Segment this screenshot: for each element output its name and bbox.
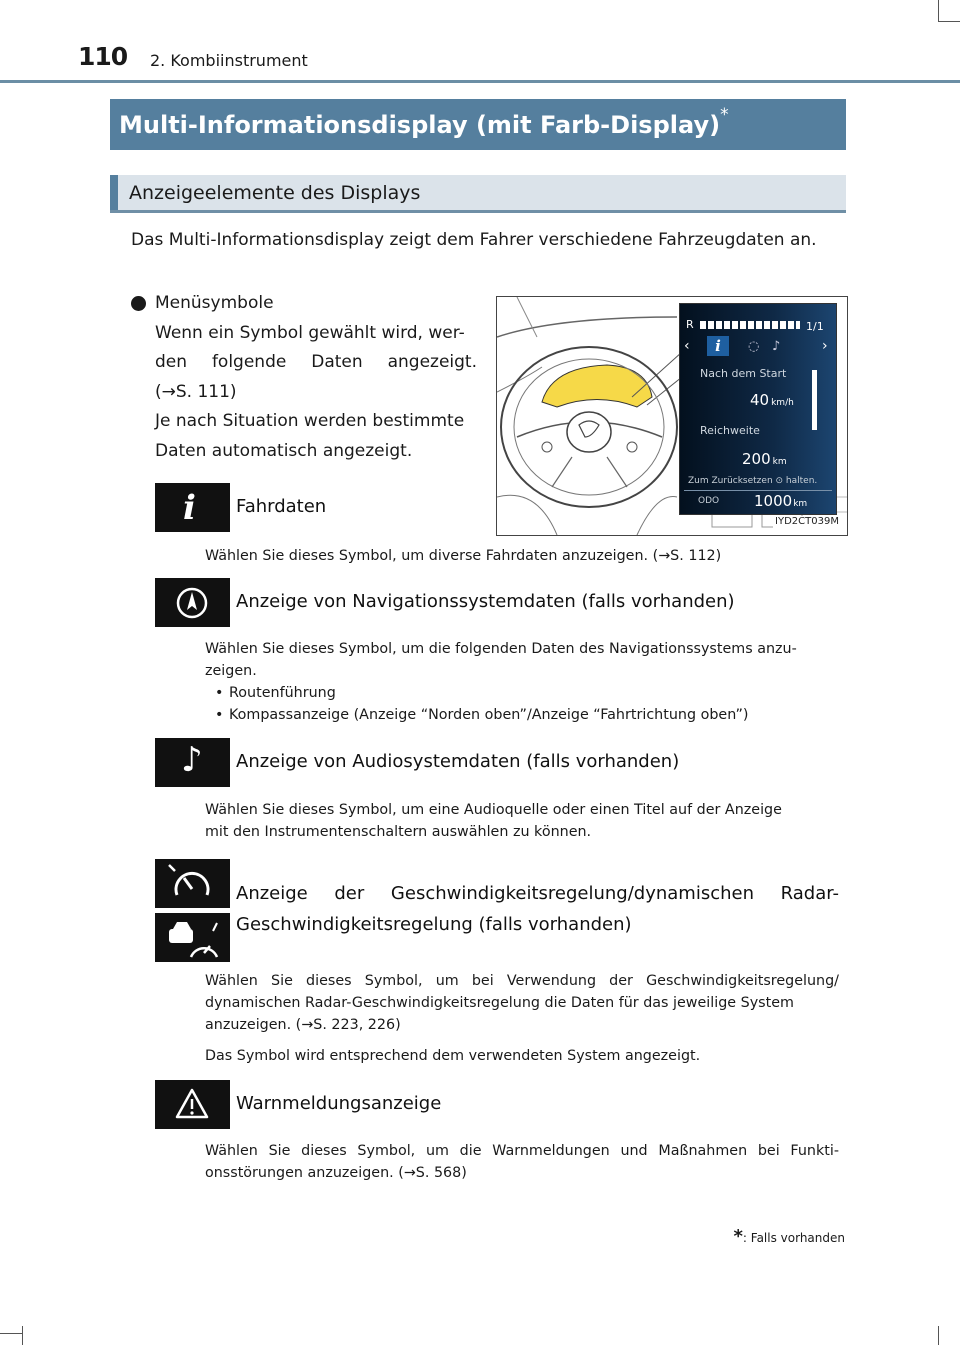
crop-mark xyxy=(938,0,939,22)
navigation-icon: ◌ xyxy=(748,339,760,354)
navigation-icon xyxy=(155,578,230,627)
subsection-title: Anzeigeelemente des Displays xyxy=(129,182,421,204)
bullet-line: Je nach Situation werden bestimmte xyxy=(155,411,465,432)
bullet-icon xyxy=(131,296,146,311)
bullet-line: Wenn ein Symbol gewählt wird, wer- xyxy=(155,322,465,343)
display-hint: Zum Zurücksetzen ⊙ halten. xyxy=(688,476,818,486)
display-page: 1/1 xyxy=(806,320,824,333)
bullet-title: Menüsymbole xyxy=(155,293,274,313)
item-desc: Wählen Sie dieses Symbol, um diverse Fahrdaten anzuzeigen. (→S. 112) xyxy=(205,548,722,564)
music-note-icon: ♪ xyxy=(155,738,230,787)
crop-mark xyxy=(938,1326,939,1345)
warning-icon xyxy=(155,1080,230,1129)
info-i-icon: i xyxy=(707,336,729,356)
item-note: Das Symbol wird entsprechend dem verwendeten System angezeigt. xyxy=(205,1048,701,1064)
bullet-line: den folgende Daten angezeigt. xyxy=(155,352,477,373)
footnote-mark: * xyxy=(733,1226,743,1247)
display-value-speed: 40 xyxy=(750,391,770,409)
crop-mark xyxy=(0,1333,22,1334)
crop-mark xyxy=(22,1326,23,1345)
display-label-range: Reichweite xyxy=(700,424,760,437)
item-desc: Wählen Sie dieses Symbol, um eine Audioquelle oder einen Titel auf der Anzeige mit den Instrumentenschaltern auswählen zu können. xyxy=(205,802,782,840)
display-odo-value: 1000 xyxy=(754,492,793,510)
display-unit-range: km xyxy=(772,457,787,467)
item-title-audio: Anzeige von Audiosystemdaten (falls vorhanden) xyxy=(236,751,680,772)
chapter-title: 2. Kombiinstrument xyxy=(150,51,308,70)
info-i-icon: i xyxy=(155,483,230,532)
radar-cruise-icon xyxy=(155,913,230,962)
display-panel xyxy=(679,303,837,515)
bullet-line: (→S. 111) xyxy=(155,381,237,402)
display-unit-speed: km/h xyxy=(771,398,794,408)
header-rule xyxy=(0,80,960,83)
subsection-accent xyxy=(110,175,118,210)
footnote: *: Falls vorhanden xyxy=(733,1226,845,1247)
item-title-warning: Warnmeldungsanzeige xyxy=(236,1093,442,1114)
speedometer-icon xyxy=(155,859,230,908)
bullet-line: Daten automatisch angezeigt. xyxy=(155,440,413,461)
item-title-cruise: Anzeige der Geschwindigkeitsregelung/dynamischen Radar- Geschwindigkeitsregelung (falls vorhanden) xyxy=(236,883,839,935)
display-odo-unit: km xyxy=(793,499,808,509)
fuel-gauge-bar xyxy=(700,321,800,329)
display-label-since-start: Nach dem Start xyxy=(700,367,787,380)
item-desc: Wählen Sie dieses Symbol, um bei Verwendung der Geschwindigkeitsregelung/ dynamischen Radar-Geschwindigkeitsregelung die Daten für das jeweilige System anzuzeigen. (→S. 223, 226) xyxy=(205,973,839,1033)
bullet-block xyxy=(155,289,477,467)
section-title: Multi-Informationsdisplay (mit Farb-Display) xyxy=(119,111,721,139)
footnote-mark: * xyxy=(720,105,729,125)
display-odo-label: ODO xyxy=(698,496,720,506)
section-title-bar xyxy=(110,99,846,150)
item-title-navigation: Anzeige von Navigationssystemdaten (falls vorhanden) xyxy=(236,591,735,612)
crop-mark xyxy=(938,21,960,22)
chevron-left-icon: ‹ xyxy=(684,338,690,354)
item-title-fahrdaten: Fahrdaten xyxy=(236,496,327,517)
music-note-icon: ♪ xyxy=(772,339,781,354)
item-desc: Wählen Sie dieses Symbol, um die Warnmeldungen und Maßnahmen bei Funkti- onsstörungen anzuzeigen. (→S. 568) xyxy=(205,1143,839,1181)
list-item: • Kompassanzeige (Anzeige “Norden oben”/Anzeige “Fahrtrichtung oben”) xyxy=(205,704,839,726)
list-item: • Routenführung xyxy=(205,682,839,704)
display-top-gear: R xyxy=(686,318,694,331)
chevron-right-icon: › xyxy=(822,338,828,354)
figure-code: IYD2CT039M xyxy=(773,516,841,531)
dashboard-figure xyxy=(496,296,848,536)
intro-paragraph: Das Multi-Informationsdisplay zeigt dem Fahrer verschiedene Fahrzeugdaten an. xyxy=(131,230,817,250)
subsection-title-bar xyxy=(110,175,846,213)
page-number: 110 xyxy=(78,42,128,71)
scrollbar xyxy=(812,370,817,430)
display-value-range: 200 xyxy=(742,450,771,468)
item-desc: Wählen Sie dieses Symbol, um die folgenden Daten des Navigationssystems anzu- zeigen. • Routenführung • Kompassanzeige (Anzeige “Norden oben”/Anzeige “Fahrtrichtung oben”) xyxy=(205,638,839,726)
